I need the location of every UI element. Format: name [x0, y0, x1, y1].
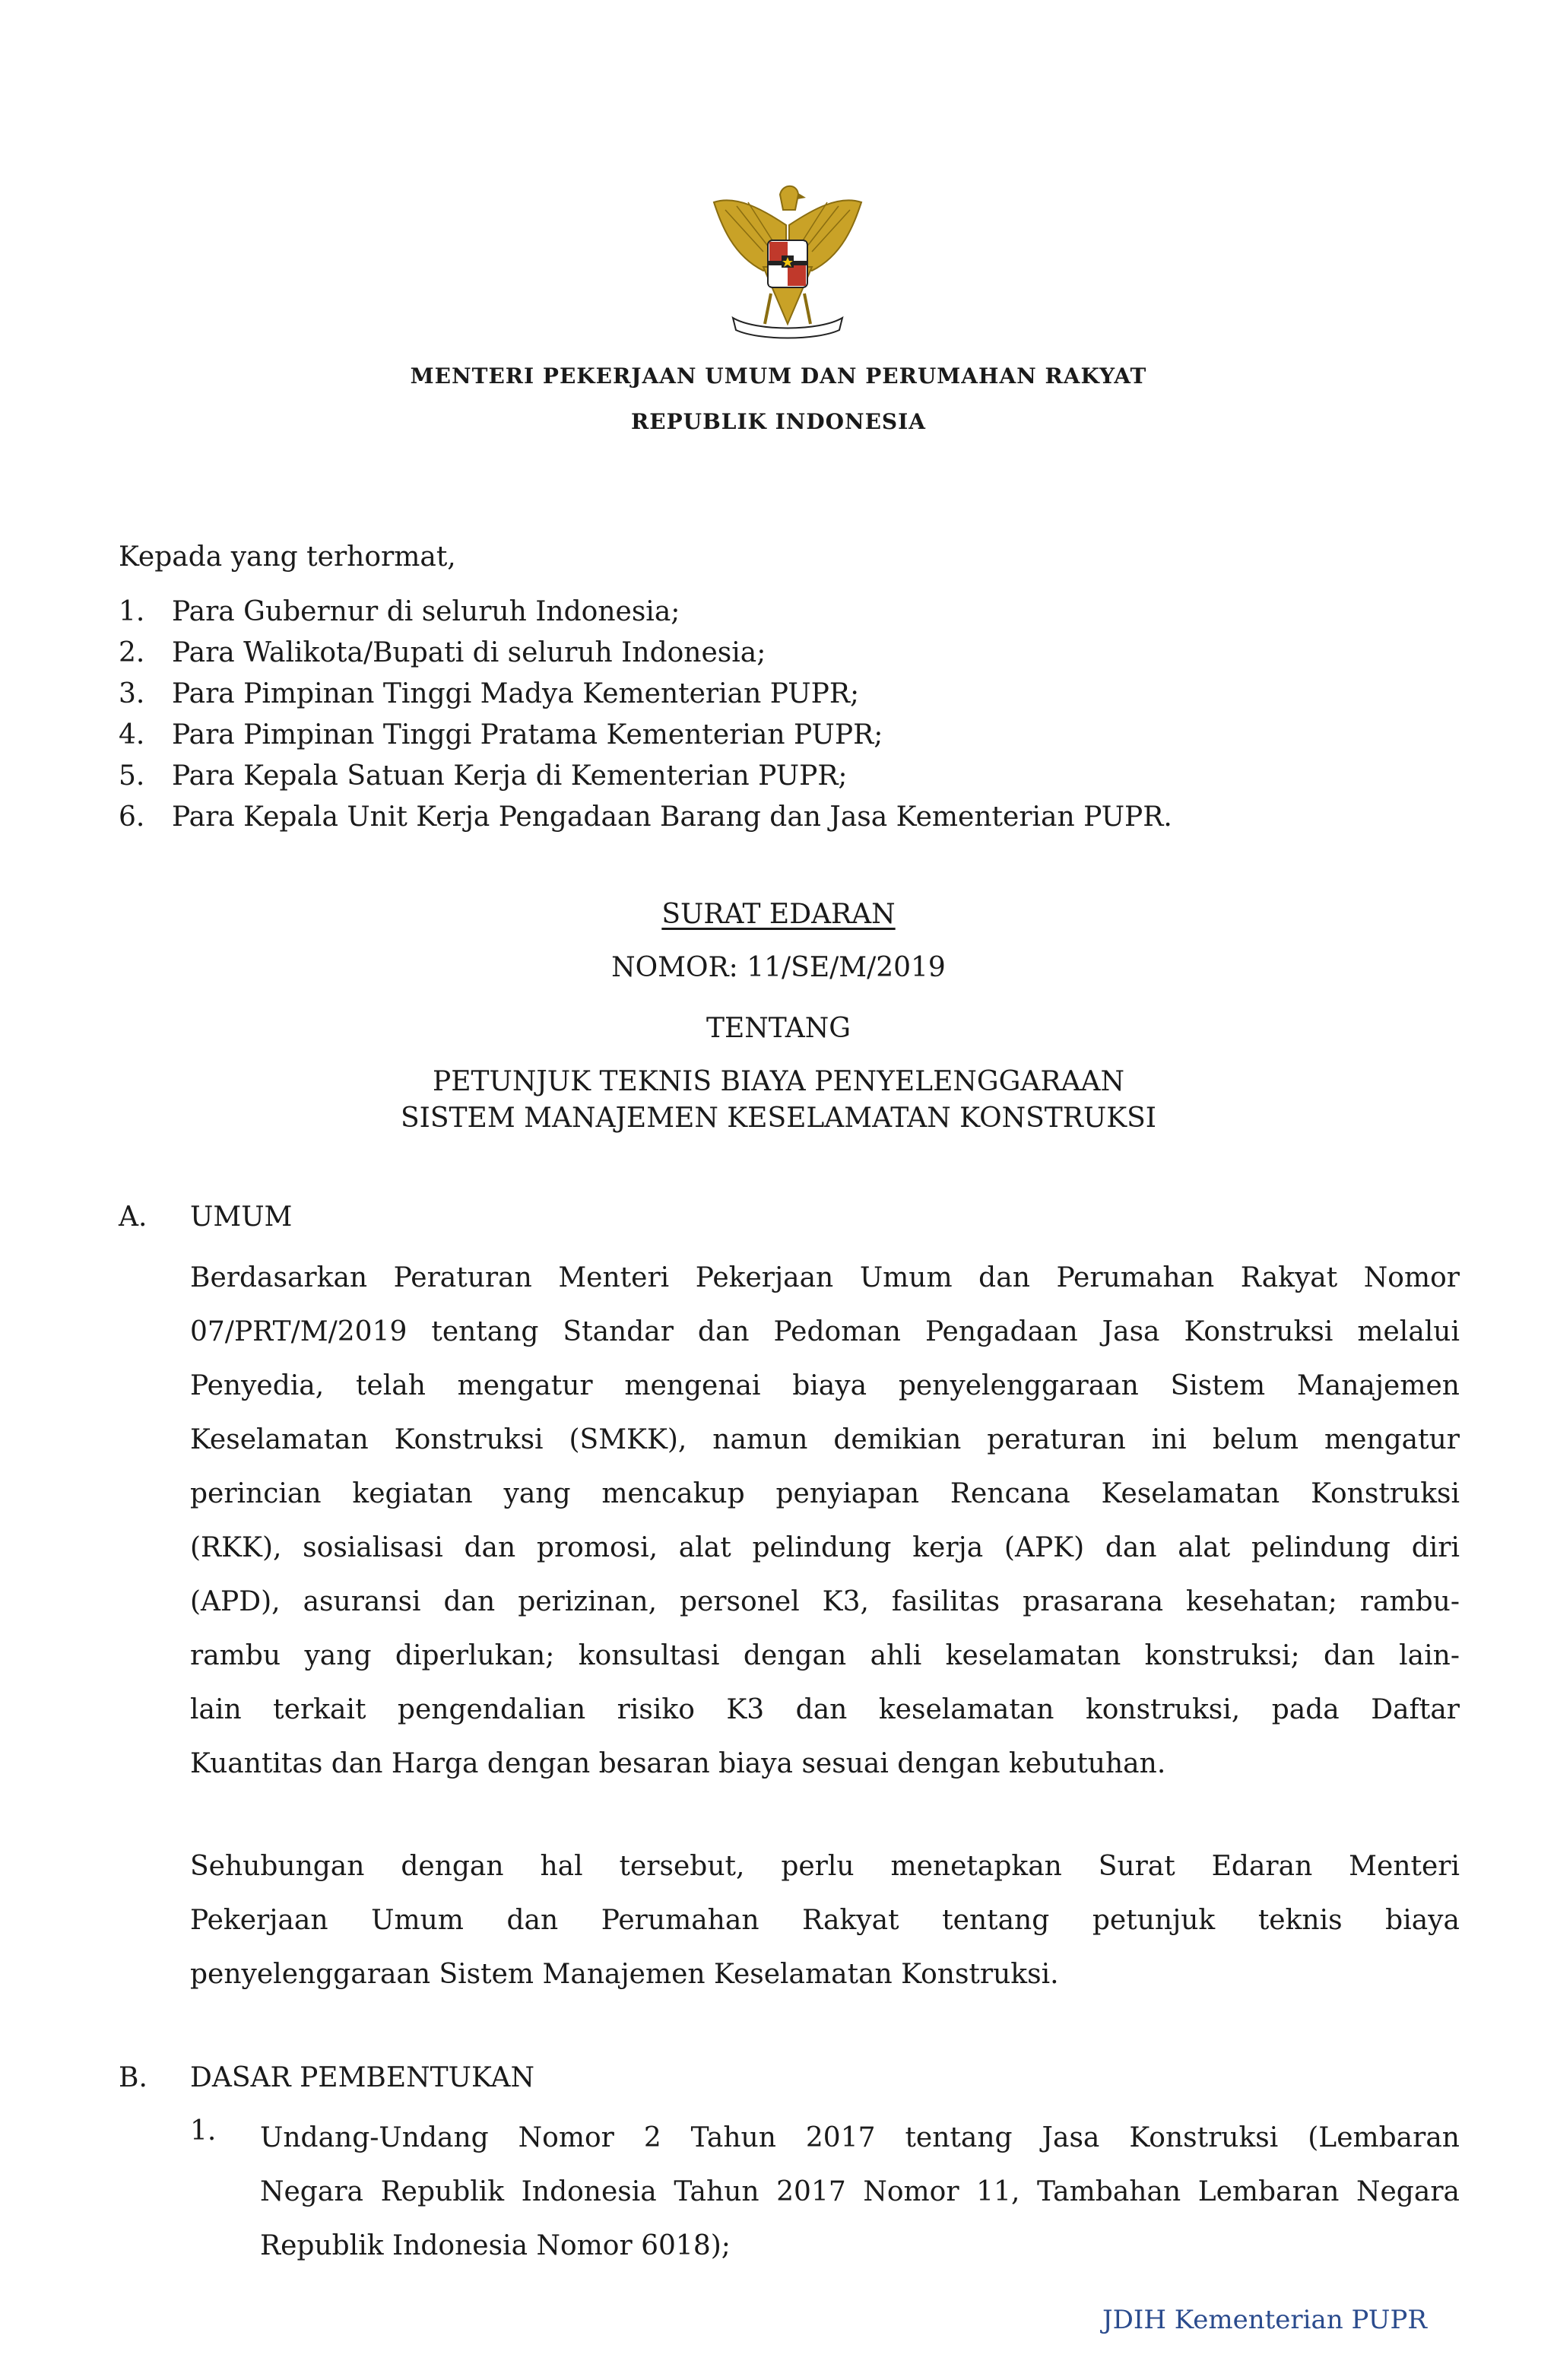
paragraph-line: (APD), asuransi dan perizinan, personel K3, fasilitas prasarana kesehatan; rambu-: [190, 1586, 1460, 1617]
addressee-number: 1.: [119, 596, 145, 627]
paragraph-line: Penyedia, telah mengatur mengenai biaya penyelenggaraan Sistem Manajemen: [190, 1370, 1460, 1401]
ministry-title: MENTERI PEKERJAAN UMUM DAN PERUMAHAN RAKYAT: [410, 363, 1147, 389]
document-subject-line1: PETUNJUK TEKNIS BIAYA PENYELENGGARAAN: [433, 1066, 1124, 1097]
garuda-emblem-icon: [710, 179, 865, 342]
section-b-heading: DASAR PEMBENTUKAN: [190, 2062, 534, 2093]
addressee-item: [119, 756, 1487, 797]
addressee-item: [119, 797, 1487, 838]
addressee-number: 4.: [119, 719, 145, 750]
document-type: SURAT EDARAN: [661, 899, 896, 930]
paragraph-line: (RKK), sosialisasi dan promosi, alat pelindung kerja (APK) dan alat pelindung diri: [190, 1532, 1460, 1563]
section-a-heading: UMUM: [190, 1201, 293, 1233]
paragraph-line: 07/PRT/M/2019 tentang Standar dan Pedoman Pengadaan Jasa Konstruksi melalui: [190, 1316, 1460, 1347]
greeting: Kepada yang terhormat,: [119, 541, 456, 573]
paragraph-line: Republik Indonesia Nomor 6018);: [260, 2230, 731, 2261]
paragraph-line: Pekerjaan Umum dan Perumahan Rakyat tentang petunjuk teknis biaya: [190, 1905, 1460, 1936]
paragraph-line: Keselamatan Konstruksi (SMKK), namun demikian peraturan ini belum mengatur: [190, 1424, 1460, 1455]
addressee-text: Para Pimpinan Tinggi Madya Kementerian PUPR;: [172, 678, 860, 709]
addressee-number: 3.: [119, 678, 145, 709]
addressee-number: 6.: [119, 801, 145, 833]
section-b-letter: B.: [119, 2062, 147, 2093]
addressee-item: [119, 592, 1487, 633]
addressee-item: [119, 674, 1487, 715]
paragraph-line: penyelenggaraan Sistem Manajemen Keselamatan Konstruksi.: [190, 1959, 1059, 1990]
paragraph-line: lain terkait pengendalian risiko K3 dan keselamatan konstruksi, pada Daftar: [190, 1694, 1460, 1725]
addressee-text: Para Kepala Satuan Kerja di Kementerian PUPR;: [172, 760, 848, 792]
addressee-item: [119, 715, 1487, 756]
paragraph-line: rambu yang diperlukan; konsultasi dengan ahli keselamatan konstruksi; dan lain-: [190, 1640, 1460, 1671]
paragraph-line: Kuantitas dan Harga dengan besaran biaya sesuai dengan kebutuhan.: [190, 1748, 1166, 1779]
addressee-item: [119, 633, 1487, 674]
document-about: TENTANG: [706, 1013, 851, 1044]
section-b-item-1: [260, 2111, 1460, 2273]
paragraph-line: perincian kegiatan yang mencakup penyiapan Rencana Keselamatan Konstruksi: [190, 1478, 1460, 1509]
section-a-paragraph-1: [190, 1251, 1460, 1791]
addressee-text: Para Walikota/Bupati di seluruh Indonesia;: [172, 637, 766, 668]
section-b-item-number: 1.: [190, 2115, 217, 2147]
addressee-text: Para Gubernur di seluruh Indonesia;: [172, 596, 680, 627]
section-a-paragraph-2: [190, 1839, 1460, 2001]
footer-source: JDIH Kementerian PUPR: [1102, 2305, 1427, 2335]
paragraph-line: Negara Republik Indonesia Tahun 2017 Nomor 11, Tambahan Lembaran Negara: [260, 2176, 1460, 2207]
addressee-text: Para Kepala Unit Kerja Pengadaan Barang dan Jasa Kementerian PUPR.: [172, 801, 1172, 833]
paragraph-line: Sehubungan dengan hal tersebut, perlu menetapkan Surat Edaran Menteri: [190, 1851, 1460, 1882]
document-number: NOMOR: 11/SE/M/2019: [611, 952, 946, 983]
country-title: REPUBLIK INDONESIA: [631, 409, 926, 434]
addressee-number: 2.: [119, 637, 145, 668]
addressee-number: 5.: [119, 760, 145, 792]
section-a-letter: A.: [119, 1201, 147, 1233]
paragraph-line: Berdasarkan Peraturan Menteri Pekerjaan Umum dan Perumahan Rakyat Nomor: [190, 1262, 1460, 1293]
paragraph-line: Undang-Undang Nomor 2 Tahun 2017 tentang Jasa Konstruksi (Lembaran: [260, 2122, 1460, 2153]
addressee-text: Para Pimpinan Tinggi Pratama Kementerian PUPR;: [172, 719, 883, 750]
document-subject-line2: SISTEM MANAJEMEN KESELAMATAN KONSTRUKSI: [400, 1103, 1157, 1134]
addressee-list: [119, 592, 1487, 838]
